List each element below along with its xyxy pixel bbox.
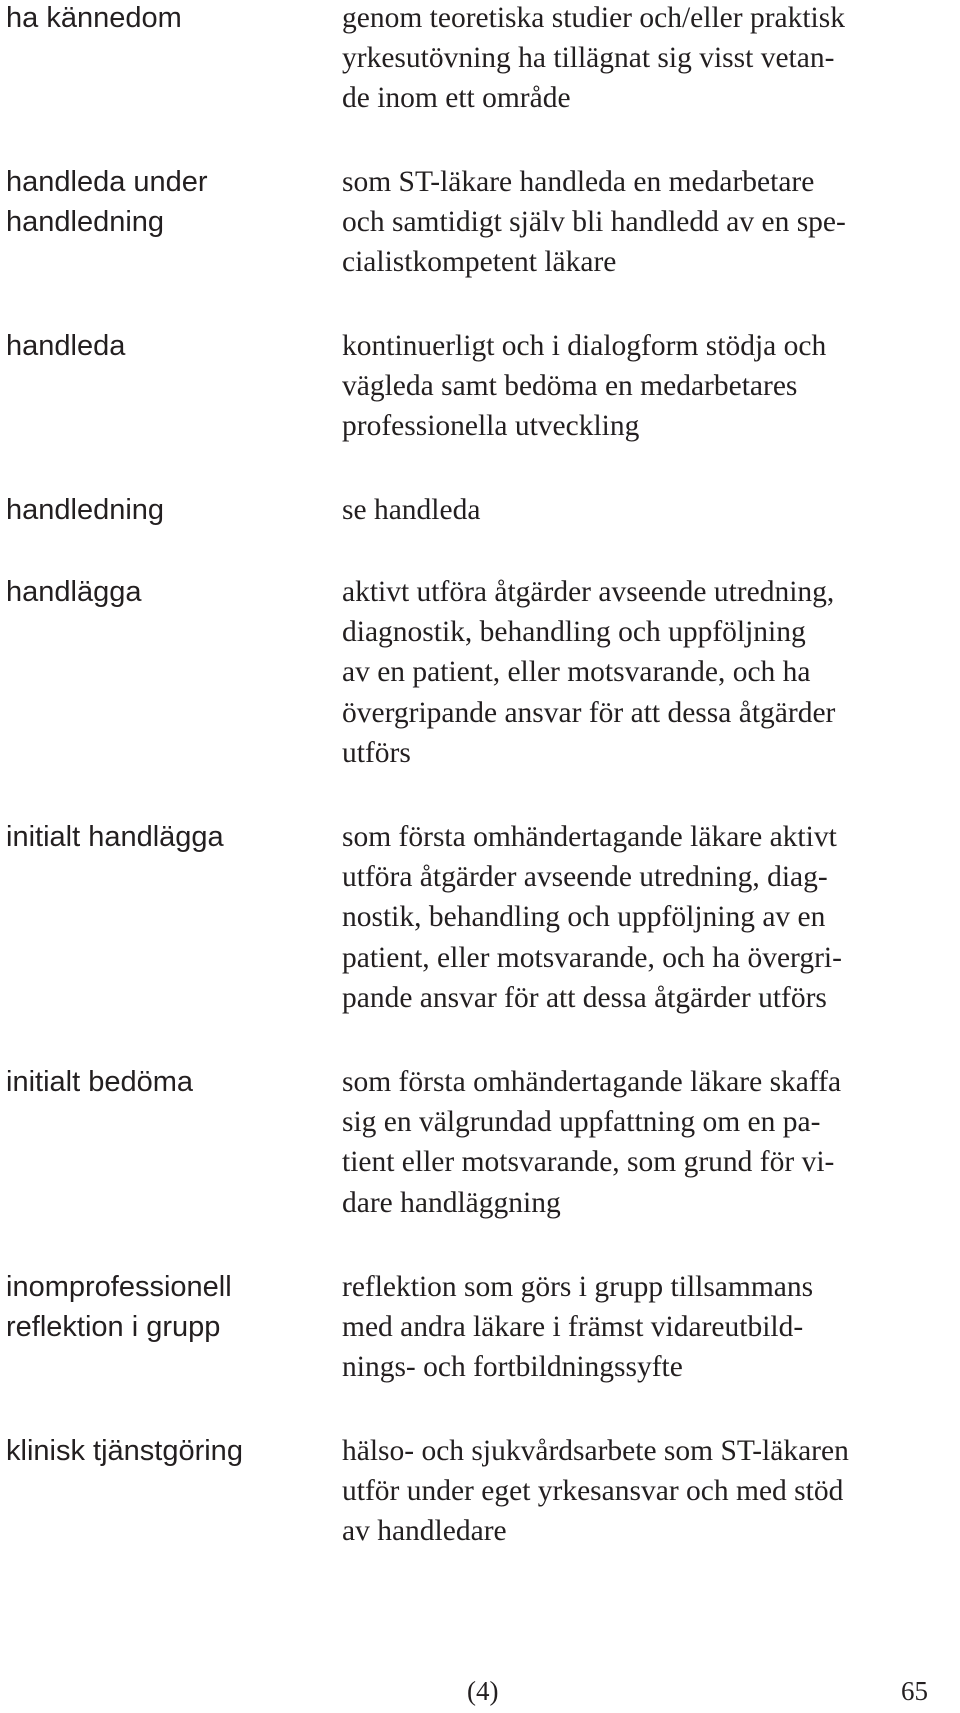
glossary-term (6, 1267, 326, 1347)
definition-line: de inom ett område (342, 82, 571, 115)
glossary-definition (342, 572, 958, 773)
definition-line: och samtidigt själv bli handledd av en spe- (342, 206, 846, 239)
term-line: reflektion i grupp (6, 1311, 221, 1343)
definition-line: tient eller motsvarande, som grund för vi- (342, 1146, 835, 1179)
definition-line: pande ansvar för att dessa åtgärder utförs (342, 981, 827, 1014)
definition-line: dare handläggning (342, 1186, 561, 1219)
glossary-term (6, 817, 326, 857)
term-line: handleda under (6, 166, 208, 198)
glossary-term (6, 0, 326, 38)
definition-line: genom teoretiska studier och/eller praktisk (342, 2, 845, 34)
definition-line: utförs (342, 736, 411, 769)
definition-line: cialistkompetent läkare (342, 246, 617, 279)
definition-line: som första omhändertagande läkare skaffa (342, 1066, 842, 1098)
glossary-definition (342, 1431, 958, 1552)
definition-line: som ST-läkare handleda en medarbetare (342, 166, 815, 198)
definition-line: hälso- och sjukvårdsarbete som ST-läkaren (342, 1435, 849, 1467)
term-line: ha kännedom (6, 2, 182, 34)
glossary-definition (342, 817, 958, 1018)
definition-line: av en patient, eller motsvarande, och ha (342, 656, 811, 689)
term-line: klinisk tjänstgöring (6, 1435, 243, 1467)
definition-line: övergripande ansvar för att dessa åtgärder (342, 696, 836, 729)
definition-line: nings- och fortbildningssyfte (342, 1351, 683, 1384)
section-number: (4) (467, 1676, 499, 1706)
glossary-definition (342, 1267, 958, 1388)
definition-line: reflektion som görs i grupp tillsammans (342, 1271, 814, 1303)
term-line: initialt handlägga (6, 821, 224, 853)
definition-line: av handledare (342, 1515, 507, 1548)
definition-line: yrkesutövning ha tillägnat sig visst vetan- (342, 42, 835, 75)
definition-line: professionella utveckling (342, 410, 640, 443)
term-line: handlägga (6, 576, 142, 608)
glossary-definition (342, 490, 958, 530)
definition-line: vägleda samt bedöma en medarbetares (342, 370, 798, 403)
definition-line: med andra läkare i främst vidareutbild- (342, 1311, 804, 1344)
definition-line: aktivt utföra åtgärder avseende utredning, (342, 576, 835, 608)
glossary-term (6, 162, 326, 242)
definition-line: utför under eget yrkesansvar och med stöd (342, 1475, 844, 1508)
glossary-definition (342, 0, 958, 119)
definition-line: se handleda (342, 494, 481, 526)
term-line: handledning (6, 494, 165, 526)
glossary-term (6, 326, 326, 366)
definition-line: patient, eller motsvarande, och ha övergri- (342, 941, 842, 974)
definition-line: utföra åtgärder avseende utredning, diag- (342, 861, 828, 894)
term-line: handleda (6, 330, 126, 362)
glossary-definition (342, 326, 958, 447)
term-line: handledning (6, 206, 165, 238)
definition-line: kontinuerligt och i dialogform stödja och (342, 330, 827, 362)
definition-line: nostik, behandling och uppföljning av en (342, 901, 826, 934)
glossary-definition (342, 162, 958, 283)
glossary-term (6, 490, 326, 530)
glossary-term (6, 1062, 326, 1102)
definition-line: diagnostik, behandling och uppföljning (342, 616, 806, 649)
glossary-term (6, 572, 326, 612)
definition-line: sig en välgrundad uppfattning om en pa- (342, 1106, 821, 1139)
glossary-definition (342, 1062, 958, 1223)
definition-line: som första omhändertagande läkare aktivt (342, 821, 837, 853)
term-line: initialt bedöma (6, 1066, 193, 1098)
term-line: inomprofessionell (6, 1271, 232, 1303)
glossary-term (6, 1431, 326, 1471)
page-number: 65 (901, 1676, 928, 1706)
